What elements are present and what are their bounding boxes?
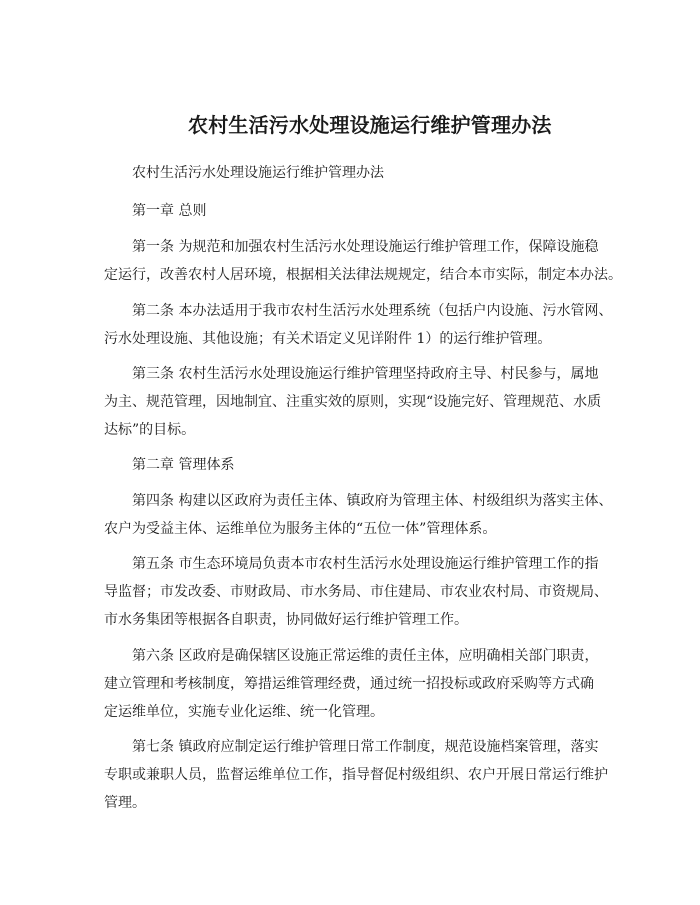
text-line: 达标”的目标。 — [104, 422, 196, 438]
text-line: 第六条 区政府是确保辖区设施正常运维的责任主体，应明确相关部门职责， — [132, 648, 599, 664]
text-line: 第一章 总则 — [132, 203, 207, 219]
text-line: 农村生活污水处理设施运行维护管理办法 — [132, 165, 384, 181]
text-line: 第二条 本办法适用于我市农村生活污水处理系统（包括户内设施、污水管网、 — [132, 303, 613, 319]
article-2 — [104, 297, 624, 353]
text-line: 管理。 — [104, 795, 146, 811]
article-1 — [104, 233, 624, 289]
text-line: 第五条 市生态环境局负责本市农村生活污水处理设施运行维护管理工作的指 — [132, 556, 599, 572]
text-line: 定运维单位，实施专业化运维、统一化管理。 — [104, 704, 384, 720]
chapter-2-heading — [104, 451, 624, 479]
text-line: 为主、规范管理，因地制宜、注重实效的原则，实现“设施完好、管理规范、水质 — [104, 394, 602, 410]
chapter-1-heading — [104, 197, 624, 225]
text-line: 第七条 镇政府应制定运行维护管理日常工作制度，规范设施档案管理，落实 — [132, 739, 599, 755]
article-4 — [104, 487, 624, 543]
text-line: 第二章 管理体系 — [132, 457, 235, 473]
subtitle-paragraph — [104, 159, 624, 187]
article-6 — [104, 642, 624, 726]
document-title: 农村生活污水处理设施运行维护管理办法 — [188, 113, 552, 137]
text-line: 污水处理设施、其他设施；有关术语定义见详附件 1）的运行维护管理。 — [104, 331, 552, 347]
text-line: 建立管理和考核制度，筹措运维管理经费，通过统一招投标或政府采购等方式确 — [104, 676, 594, 692]
text-line: 第三条 农村生活污水处理设施运行维护管理坚持政府主导、村民参与，属地 — [132, 366, 599, 382]
article-3 — [104, 360, 624, 444]
text-line: 第一条 为规范和加强农村生活污水处理设施运行维护管理工作，保障设施稳 — [132, 239, 599, 255]
article-7 — [104, 733, 624, 817]
text-line: 第四条 构建以区政府为责任主体、镇政府为管理主体、村级组织为落实主体、 — [132, 493, 613, 509]
text-line: 导监督；市发改委、市财政局、市水务局、市住建局、市农业农村局、市资规局、 — [104, 584, 608, 600]
text-line: 专职或兼职人员，监督运维单位工作，指导督促村级组织、农户开展日常运行维护 — [104, 767, 608, 783]
text-line: 市水务集团等根据各自职责，协同做好运行维护管理工作。 — [104, 612, 468, 628]
article-5 — [104, 550, 624, 634]
text-line: 定运行，改善农村人居环境，根据相关法律法规规定，结合本市实际，制定本办法。 — [104, 267, 622, 283]
text-line: 农户为受益主体、运维单位为服务主体的“五位一体”管理体系。 — [104, 521, 497, 537]
